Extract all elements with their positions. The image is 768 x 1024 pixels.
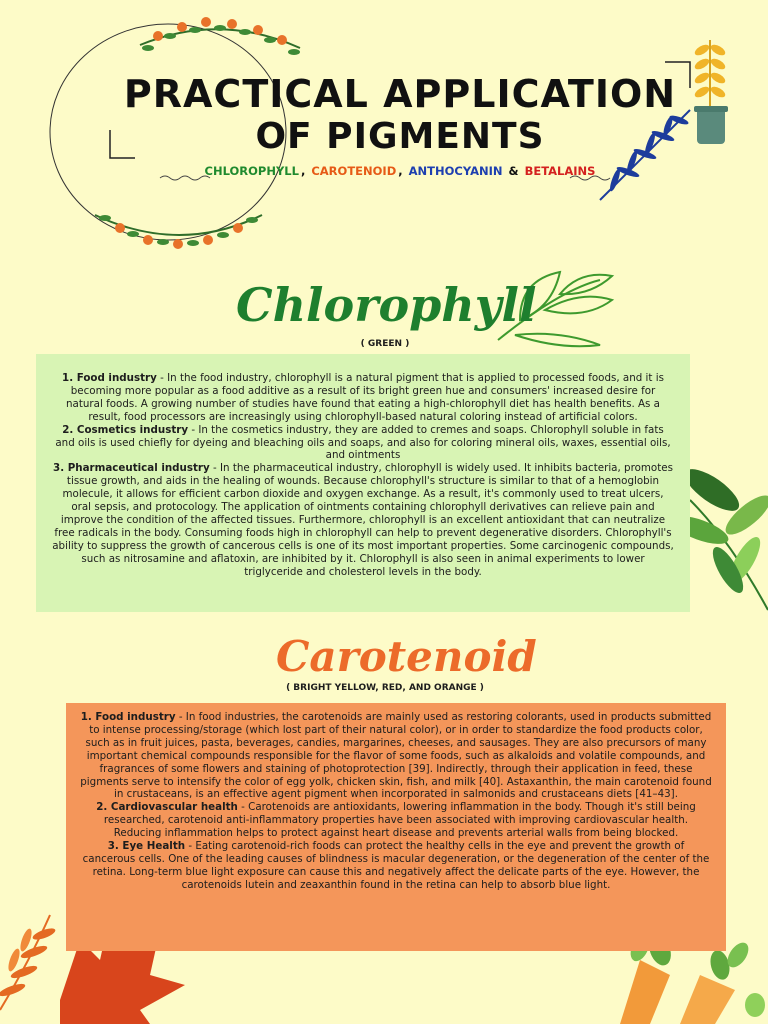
carotenoid-heading: Carotenoid — [276, 632, 537, 681]
pigment-chlorophyll: CHLOROPHYLL — [204, 164, 299, 178]
chlorophyll-text-box — [36, 354, 690, 612]
page-title-line1: PRACTICAL APPLICATION — [123, 72, 677, 116]
carotenoid-item-eye: 3. Eye Health - Eating carotenoid-rich foods can protect the healthy cells in the eye and prevent the growth of cancerous cells. One of the leading causes of blindness is macular degeneration, or the degeneration of the center of the retina. Long-term blue light exposure can cause this and negatively affect the delicate parts of the eye. However, the carotenoids lutein and zeaxanthin found in the retina can help to absorb blue light. — [82, 840, 710, 891]
chlorophyll-item-pharmaceutical: 3. Pharmaceutical industry - In the pharmaceutical industry, chlorophyll is widely used. It inhibits bacteria, promotes tissue growth, and aids in the healing of wounds. Because chlorophyll's structure is similar to that of a hemoglobin molecule, it allows for efficient carbon dioxide and oxygen exchange. As a result, it's commonly used to treat ulcers, oral sepsis, and protocology. The application of ointments containing chlorophyll derivatives can relieve pain and improve the condition of the affected tissues. Furthermore, chlorophyll is an excellent antioxidant that can neutralize free radicals in the body. Consuming foods high in chlorophyll can help to prevent degenerative disorders. Chlorophyll's ability to suppress the growth of cancerous cells is one of its most important properties. Some carcinogenic compounds, such as nitrosamine and aflatoxin, are inhibited by it. Chlorophyll is also seen in animal experiments to lower triglyceride and cholesterol levels in the body. — [52, 462, 674, 578]
carotenoid-item-cardiovascular: 2. Cardiovascular health - Carotenoids are antioxidants, lowering inflammation in the body. Though it's still being researched, carotenoid anti-inflammatory properties have been associated with improving cardiovascular health. Reducing inflammation helps to protect against heart disease and prevents arterial walls from being blocked. — [96, 801, 696, 840]
chlorophyll-heading: Chlorophyll — [236, 278, 537, 332]
page-title-line2: OF PIGMENTS — [255, 116, 545, 157]
pigment-anthocyanin: ANTHOCYANIN — [408, 164, 503, 178]
pigment-betalains: BETALAINS — [524, 164, 596, 178]
floral-wreath-top-icon — [140, 17, 300, 55]
pigment-separator: , — [398, 164, 403, 178]
carotenoid-caption: ( BRIGHT YELLOW, RED, AND ORANGE ) — [286, 683, 484, 693]
pigment-carotenoid: CAROTENOID — [311, 164, 397, 178]
carotenoid-item-food: 1. Food industry - In food industries, the carotenoids are mainly used as restoring colorants, used in products submitted to intense processing/storage (which lost part of their natural color), or in order to standardize the food products color, such as in fruit juices, pasta, beverages, candies, margarines, cheeses, and sausages. They are also precursors of many important chemical compounds responsible for the flavor of some foods, such as alkaloids and volatile compounds, and fragrances of some flowers and staining of photoprotection [39]. Indirectly, through their application in feed, these pigments serve to intensify the color of egg yolk, chicken skin, fish, and milk [40]. Astaxanthin, the main carotenoid found in crustaceans, is an effective agent pigment when incorporated in salmonids and crustaceans diets [41–43]. — [80, 711, 712, 801]
chlorophyll-item-cosmetics: 2. Cosmetics industry - In the cosmetics industry, they are added to cremes and soaps. Chlorophyll soluble in fats and oils is used chiefly for dyeing and bleaching oils and soaps, and also for coloring mineral oils, waxes, essential oils, and ointments — [55, 423, 671, 462]
chlorophyll-item-food: 1. Food industry - In the food industry, chlorophyll is a natural pigment that is applied to processed foods, and it is becoming more popular as a food additive as a result of its bright green hue and consumers' increased desire for natural foods. A growing number of studies have found that eating a high-chlorophyll diet has health benefits. As a result, food processors are increasingly using chlorophyll-based natural coloring instead of artificial colors. — [62, 372, 664, 423]
carotenoid-text-box — [66, 703, 726, 951]
pigment-ampersand: & — [508, 164, 519, 178]
pigments-subtitle — [150, 164, 650, 178]
chlorophyll-caption: ( GREEN ) — [360, 339, 410, 349]
orange-fern-icon — [0, 915, 57, 1010]
pigment-separator: , — [300, 164, 306, 178]
